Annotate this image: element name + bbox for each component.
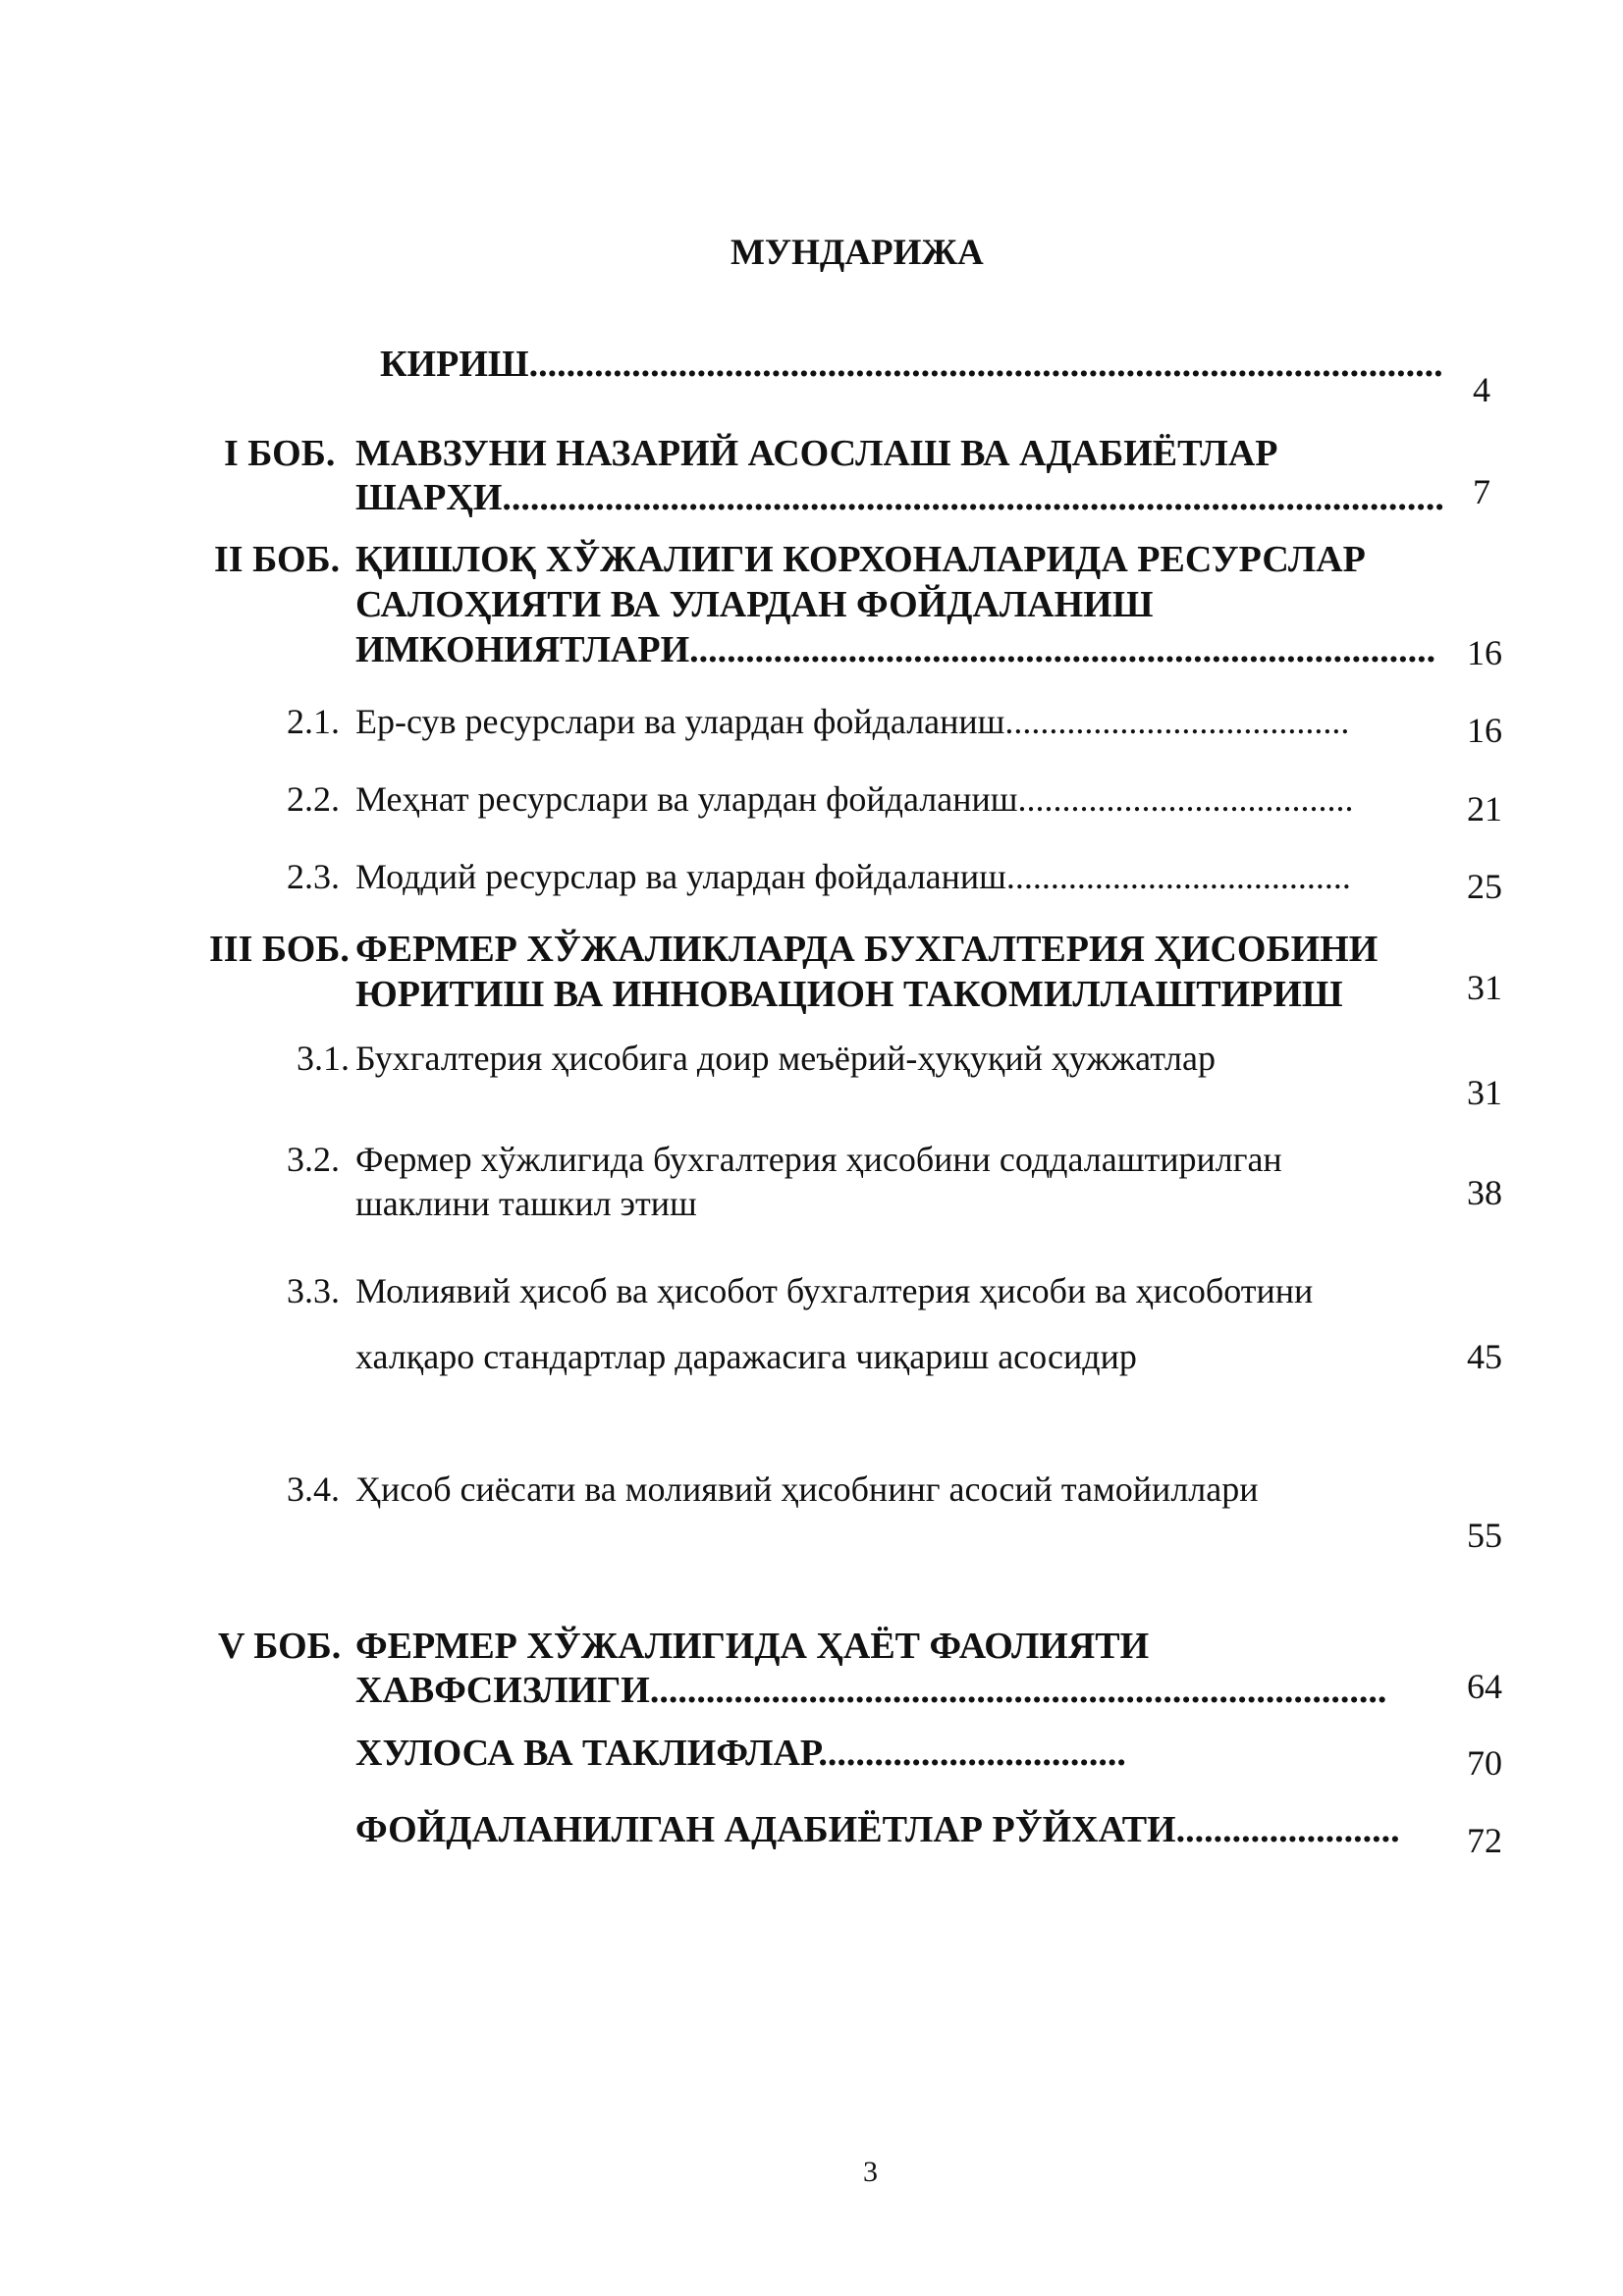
toc-ch5-line1: ФЕРМЕР ХЎЖАЛИГИДА ҲАЁТ ФАОЛИЯТИ	[355, 1626, 1150, 1667]
toc-s31-page: 31	[1467, 1073, 1502, 1112]
toc-s33-page: 45	[1467, 1337, 1502, 1376]
toc-s32-num: 3.2.	[287, 1140, 340, 1179]
toc-ch3-label: III БОБ.	[209, 929, 350, 970]
toc-intro-page: 4	[1473, 370, 1490, 409]
toc-s32-line2: шаклини ташкил этиш	[355, 1184, 697, 1223]
toc-ch1-line2: ШАРҲИ.....................................................................................................	[355, 477, 1444, 518]
toc-s21-page: 16	[1467, 711, 1502, 750]
toc-ch2-page: 16	[1467, 633, 1502, 672]
toc-references-page: 72	[1467, 1821, 1502, 1860]
toc-ch3-page: 31	[1467, 968, 1502, 1007]
toc-s34-text: Ҳисоб сиёсати ва молиявий ҳисобнинг асосий тамойиллари	[355, 1469, 1259, 1509]
toc-s33-num: 3.3.	[287, 1271, 340, 1310]
toc-s21-num: 2.1.	[287, 702, 340, 741]
toc-ch2-line3: ИМКОНИЯТЛАРИ................................................................................	[355, 629, 1436, 670]
toc-s22-page: 21	[1467, 789, 1502, 828]
toc-ch1-label: I БОБ.	[224, 433, 336, 474]
toc-ch5-label: V БОБ.	[218, 1626, 342, 1667]
toc-references-text: ФОЙДАЛАНИЛГАН АДАБИЁТЛАР РЎЙХАТИ........................	[355, 1809, 1400, 1850]
toc-ch5-page: 64	[1467, 1667, 1502, 1706]
toc-s23-num: 2.3.	[287, 857, 340, 896]
toc-s32-page: 38	[1467, 1173, 1502, 1212]
toc-s23-page: 25	[1467, 867, 1502, 906]
toc-conclusion-text: ХУЛОСА ВА ТАКЛИФЛАР.................................	[355, 1733, 1126, 1774]
toc-s33-line2: халқаро стандартлар даражасига чиқариш асосидир	[355, 1337, 1137, 1376]
page-title: МУНДАРИЖА	[730, 233, 984, 273]
toc-ch3-line1: ФЕРМЕР ХЎЖАЛИКЛАРДА БУХГАЛТЕРИЯ ҲИСОБИНИ	[355, 929, 1379, 970]
toc-s22-num: 2.2.	[287, 779, 340, 819]
toc-s33-line1: Молиявий ҳисоб ва ҳисобот бухгалтерия ҳисоби ва ҳисоботини	[355, 1271, 1314, 1310]
toc-s21-text: Ер-сув ресурслари ва улардан фойдаланиш.......................................	[355, 702, 1350, 741]
toc-s34-num: 3.4.	[287, 1469, 340, 1509]
toc-s22-text: Меҳнат ресурслари ва улардан фойдаланиш......................................	[355, 779, 1354, 819]
toc-ch2-line2: САЛОҲИЯТИ ВА УЛАРДАН ФОЙДАЛАНИШ	[355, 584, 1154, 625]
toc-conclusion-page: 70	[1467, 1743, 1502, 1783]
toc-ch5-line2: ХАВФСИЗЛИГИ...............................................................................	[355, 1670, 1387, 1711]
page-number: 3	[863, 2156, 878, 2188]
toc-s23-text: Моддий ресурслар ва улардан фойдаланиш.......................................	[355, 857, 1351, 896]
toc-ch2-line1: ҚИШЛОҚ ХЎЖАЛИГИ КОРХОНАЛАРИДА РЕСУРСЛАР	[355, 539, 1366, 580]
toc-ch1-line1: МАВЗУНИ НАЗАРИЙ АСОСЛАШ ВА АДАБИЁТЛАР	[355, 433, 1278, 474]
toc-ch3-line2: ЮРИТИШ ВА ИННОВАЦИОН ТАКОМИЛЛАШТИРИШ	[355, 974, 1343, 1015]
toc-s32-line1: Фермер хўжлигида бухгалтерия ҳисобини соддалаштирилган	[355, 1140, 1282, 1179]
toc-ch2-label: II БОБ.	[214, 539, 341, 580]
toc-intro-text: КИРИШ..................................................................................................	[380, 344, 1443, 385]
toc-s31-num: 3.1.	[297, 1039, 350, 1078]
toc-s34-page: 55	[1467, 1516, 1502, 1555]
toc-s31-text: Бухгалтерия ҳисобига доир меъёрий-ҳуқуқий ҳужжатлар	[355, 1039, 1216, 1078]
toc-ch1-page: 7	[1473, 472, 1490, 511]
